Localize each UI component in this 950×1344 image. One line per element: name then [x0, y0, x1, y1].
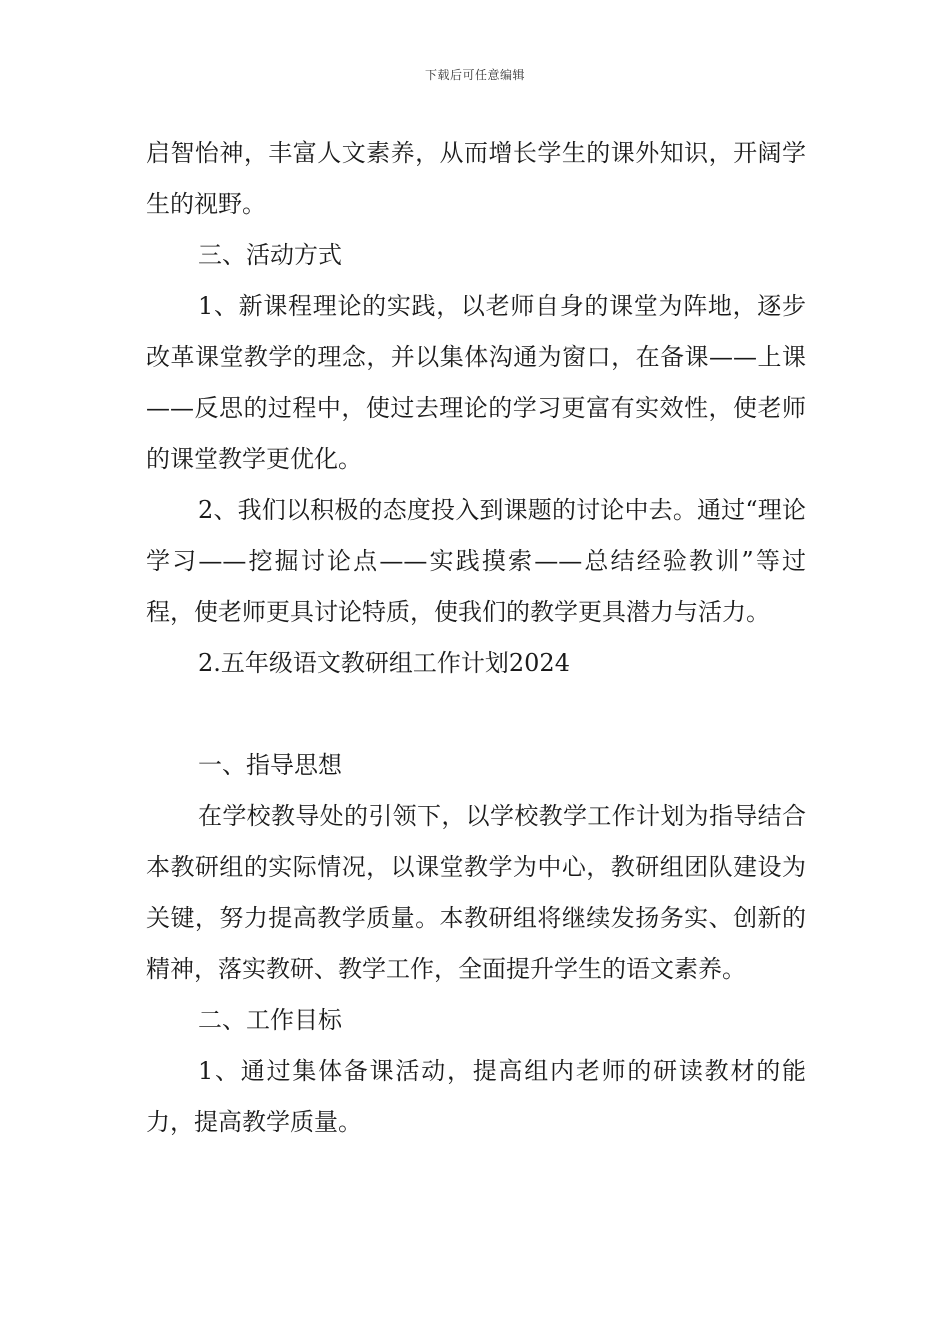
paragraph: 2、我们以积极的态度投入到课题的讨论中去。通过“理论学习——挖掘讨论点——实践摸索——总结经验教训”等过程，使老师更具讨论特质，使我们的教学更具潜力与活力。 — [146, 496, 806, 626]
section-heading-activity-method: 三、活动方式 — [198, 241, 342, 269]
section-heading-guiding-ideology: 一、指导思想 — [198, 751, 342, 779]
paragraph: 启智怡神，丰富人文素养，从而增长学生的课外知识，开阔学生的视野。 — [146, 139, 806, 218]
paragraph: 1、新课程理论的实践，以老师自身的课堂为阵地，逐步改革课堂教学的理念，并以集体沟通为窗口，在备课——上课——反思的过程中，使过去理论的学习更富有实效性，使老师的课堂教学更优化。 — [146, 292, 806, 473]
header-note: 下载后可任意编辑 — [424, 68, 525, 82]
blank-line — [146, 689, 806, 740]
paragraph: 1、通过集体备课活动，提高组内老师的研读教材的能力，提高教学质量。 — [146, 1057, 806, 1136]
section-heading-work-goals: 二、工作目标 — [198, 1006, 342, 1034]
paragraph: 在学校教导处的引领下，以学校教学工作计划为指导结合本教研组的实际情况，以课堂教学为中心，教研组团队建设为关键，努力提高教学质量。本教研组将继续发扬务实、创新的精神，落实教研、教学工作，全面提升学生的语文素养。 — [146, 802, 806, 983]
document-subtitle: 2.五年级语文教研组工作计划2024 — [198, 649, 570, 677]
document-body — [146, 128, 806, 1148]
